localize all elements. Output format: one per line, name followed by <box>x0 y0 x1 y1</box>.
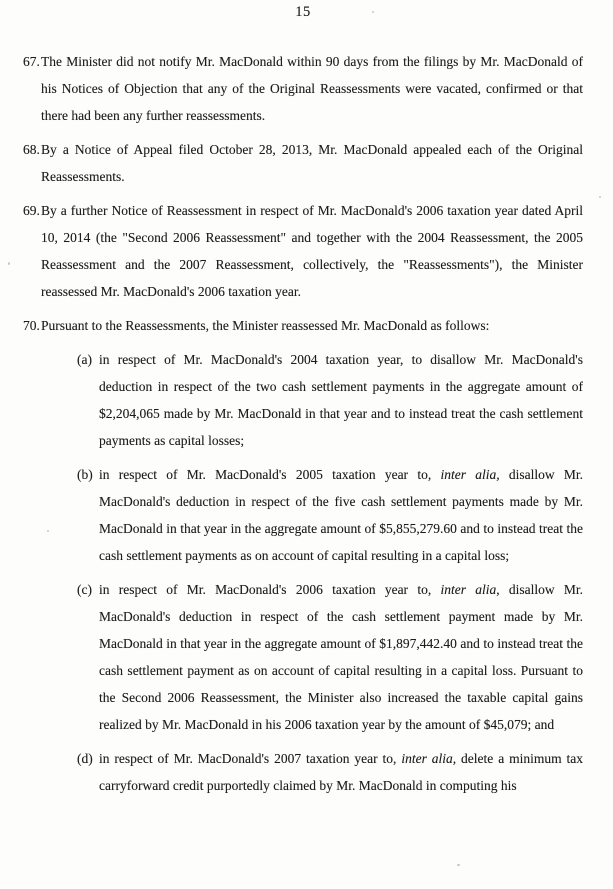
subitem-b-label: (b) <box>77 467 93 482</box>
subitem-a-segment-1: in respect of Mr. MacDonald's 2004 taxation year, to disallow Mr. MacDonald's deduction in respect of the two cash settlement payments in the aggregate amount of $2,204,065 made by Mr. MacDonald in that year and to instead treat the cash settlement payments as capital losses; <box>99 352 583 448</box>
paragraph-69-number: 69. <box>23 203 40 218</box>
subitem-c <box>77 576 583 738</box>
scan-speck <box>8 262 10 265</box>
paragraph-70-text: Pursuant to the Reassessments, the Minister reassessed Mr. MacDonald as follows: <box>41 318 490 333</box>
subitem-d-segment-1: in respect of Mr. MacDonald's 2007 taxation year to, <box>99 751 402 766</box>
scan-speck <box>457 864 460 866</box>
paragraph-67-text: The Minister did not notify Mr. MacDonald within 90 days from the filings by Mr. MacDonald of his Notices of Objection that any of the Original Reassessments were vacated, confirmed or that there had been any further reassessments. <box>41 54 583 123</box>
page-number: 15 <box>295 4 311 20</box>
paragraph-68-text: By a Notice of Appeal filed October 28, 2013, Mr. MacDonald appealed each of the Original Reassessments. <box>41 142 583 184</box>
subitem-a-label: (a) <box>77 352 92 367</box>
inter-alia-latin-phrase: inter alia <box>440 582 497 597</box>
subitem-a <box>77 346 583 454</box>
scan-speck <box>372 11 374 13</box>
subitem-d-segment-3: delete a minimum tax carryforward credit purportedly claimed by Mr. MacDonald in computing his <box>99 751 584 793</box>
subitem-b-text <box>99 461 583 569</box>
paragraph-69 <box>23 197 583 305</box>
paragraph-70 <box>23 312 583 339</box>
subitem-b <box>77 461 583 569</box>
paragraph-68-number: 68. <box>23 142 40 157</box>
subitem-b-segment-3: disallow Mr. MacDonald's deduction in respect of the five cash settlement payments made by Mr. MacDonald in that year in the aggregate amount of $5,855,279.60 and to instead treat the cash settlement payments as on account of capital resulting in a capital loss; <box>99 467 583 563</box>
inter-alia-latin-phrase: inter alia, <box>440 467 500 482</box>
subitem-c-segment-1: in respect of Mr. MacDonald's 2006 taxation year to, <box>99 582 441 597</box>
scan-speck <box>47 530 49 532</box>
inter-alia-latin-phrase: inter alia, <box>401 751 457 766</box>
paragraph-68 <box>23 136 583 190</box>
paragraph-67 <box>23 48 583 129</box>
paragraph-69-text: By a further Notice of Reassessment in respect of Mr. MacDonald's 2006 taxation year dated April 10, 2014 (the "Second 2006 Reassessment" and together with the 2004 Reassessment, the 2005 Reassessment and the 2007 Reassessment, collectively, the "Reassessments"), the Minister reassessed Mr. MacDonald's 2006 taxation year. <box>41 203 583 299</box>
subitem-d-label: (d) <box>77 751 93 766</box>
scan-speck <box>599 196 601 198</box>
subitem-d-text <box>99 745 583 799</box>
paragraph-70-subitems <box>77 346 583 799</box>
paragraph-70-number: 70. <box>23 318 40 333</box>
subitem-b-segment-1: in respect of Mr. MacDonald's 2005 taxation year to, <box>99 467 441 482</box>
subitem-a-text <box>99 346 583 454</box>
subitem-c-label: (c) <box>77 582 92 597</box>
subitem-c-text <box>99 576 583 738</box>
subitem-c-segment-3: , disallow Mr. MacDonald's deduction in respect of the cash settlement payment made by Mr. MacDonald in that year in the aggregate amount of $1,897,442.40 and to instead treat the cash settlement payment as on account of capital resulting in a capital loss. Pursuant to the Second 2006 Reassessment, the Minister also increased the taxable capital gains realized by Mr. MacDonald in his 2006 taxation year by the amount of $45,079; and <box>99 582 583 732</box>
subitem-d <box>77 745 583 799</box>
paragraph-67-number: 67. <box>23 54 40 69</box>
